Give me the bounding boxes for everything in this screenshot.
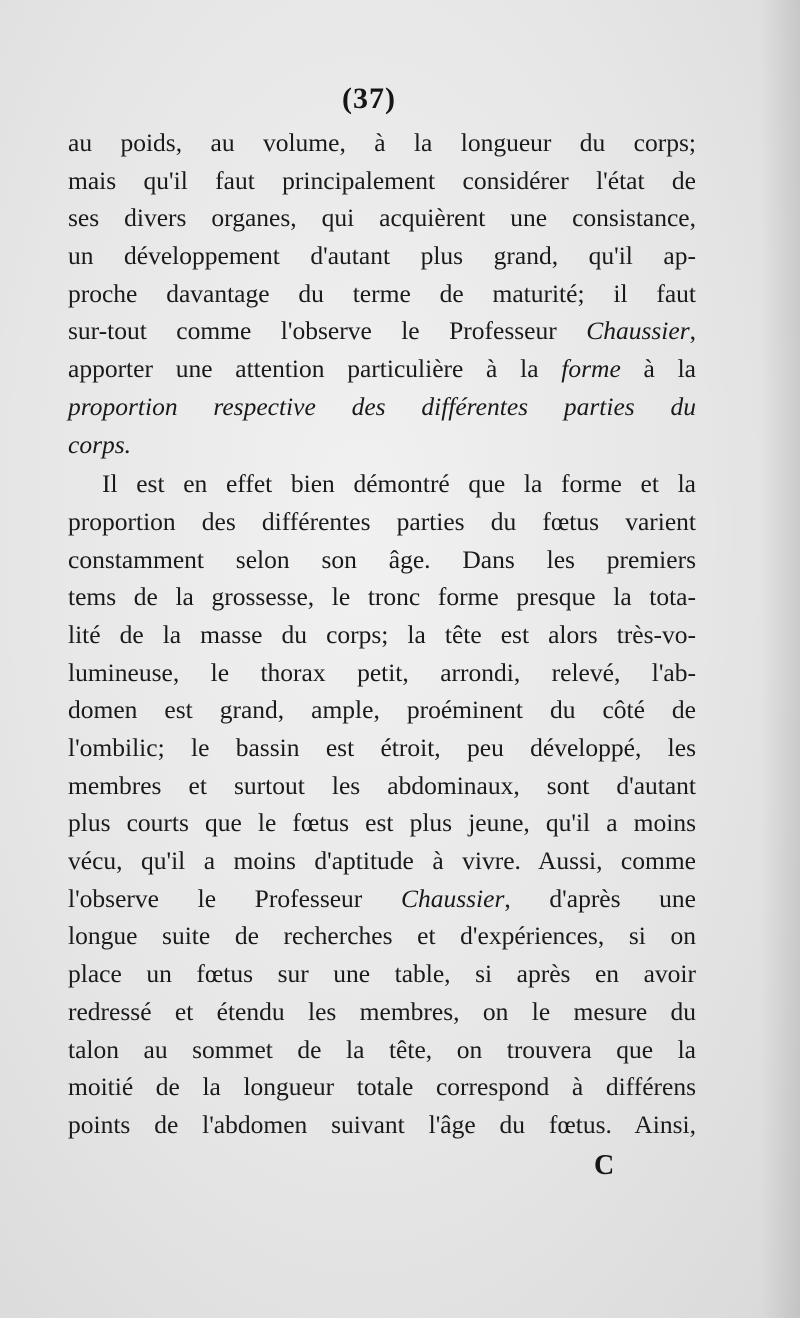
text-line-22: longue suite de recherches et d'expériences, si on (68, 921, 696, 951)
text-line-17: l'ombilic; le bassin est étroit, peu développé, les (68, 733, 696, 762)
text-line-1: au poids, au volume, à la longueur du corps; (68, 128, 696, 157)
text-line-21-tail: , d'après une (504, 883, 697, 913)
text-line-3: ses divers organes, qui acquièrent une consistance, (68, 203, 696, 233)
text-line-18: membres et surtout les abdominaux, sont d'autant (68, 770, 696, 800)
text-line-21 (68, 880, 696, 918)
author-name-chaussier-2: Chaussier (400, 883, 505, 913)
text-line-11: proportion des différentes parties du fœtus varient (68, 506, 696, 536)
author-name-chaussier: Chaussier (586, 316, 690, 346)
text-line-15: lumineuse, le thorax petit, arrondi, relevé, l'ab- (68, 657, 696, 687)
text-line-10: Il est en effet bien démontré que la forme et la (102, 469, 696, 499)
text-line-21-main: l'observe le Professeur (68, 883, 363, 913)
text-line-14: lité de la masse du corps; la tête est alors très-vo- (68, 619, 696, 649)
text-line-27: points de l'abdomen suivant l'âge du fœtus. Ainsi, (68, 1109, 696, 1139)
text-line-5: proche davantage du terme de maturité; il faut (68, 278, 696, 308)
italic-forme: forme (561, 354, 621, 384)
text-line-7-main: apporter une attention particulière à la (68, 354, 539, 384)
text-line-7-tail: à la (643, 354, 696, 384)
text-line-12: constamment selon son âge. Dans les premiers (68, 544, 696, 574)
text-line-6 (68, 312, 696, 350)
page-number: (37) (342, 82, 396, 115)
text-line-25: talon au sommet de la tête, on trouvera que la (68, 1034, 696, 1064)
text-line-23: place un fœtus sur une table, si après en avoir (68, 959, 696, 989)
italic-corps: corps. (68, 429, 132, 459)
text-line-2: mais qu'il faut principalement considérer l'état de (68, 165, 696, 195)
text-line-4: un développement d'autant plus grand, qu'il ap- (68, 241, 696, 271)
body-text (68, 124, 696, 1144)
italic-proportion: proportion respective des différentes parties du (68, 391, 696, 421)
text-line-7 (68, 350, 696, 388)
page-edge-shadow (760, 0, 800, 1318)
text-line-9 (68, 426, 696, 464)
text-line-6-comma: , (689, 316, 697, 346)
text-line-6-main: sur-tout comme l'observe le Professeur (68, 316, 557, 346)
text-line-20: vécu, qu'il a moins d'aptitude à vivre. Aussi, comme (68, 846, 696, 876)
signature-mark: C (594, 1150, 615, 1181)
text-line-16: domen est grand, ample, proéminent du côté de (68, 695, 696, 725)
text-line-13: tems de la grossesse, le tronc forme presque la tota- (68, 582, 696, 612)
text-line-8 (68, 388, 696, 426)
text-line-24: redressé et étendu les membres, on le mesure du (68, 996, 696, 1026)
text-line-19: plus courts que le fœtus est plus jeune, qu'il a moins (68, 808, 696, 838)
text-line-26: moitié de la longueur totale correspond à différens (68, 1072, 696, 1102)
